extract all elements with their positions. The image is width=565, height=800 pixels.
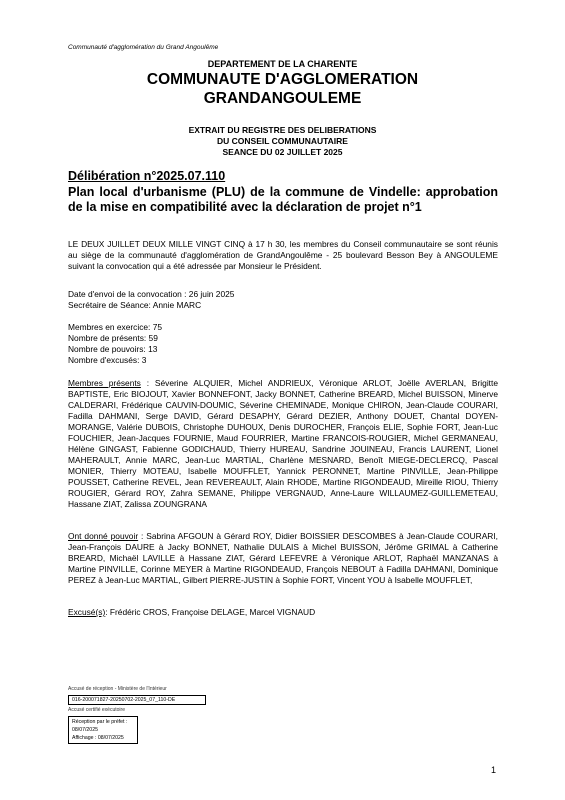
- excused-count: Nombre d'excusés: 3: [68, 355, 147, 365]
- session-secretary: Secrétaire de Séance: Annie MARC: [68, 300, 202, 310]
- document-header-org: Communauté d'agglomération du Grand Angoulême: [68, 44, 219, 51]
- prefecture-receipt-date: Réception par le préfet : 08/07/2025: [72, 719, 128, 733]
- certified-caption: Accusé certifié exécutoire: [68, 707, 125, 713]
- receipt-caption: Accusé de réception - Ministère de l'Intérieur: [68, 686, 167, 692]
- members-present-list: : Séverine ALQUIER, Michel ANDRIEUX, Véronique ARLOT, Joëlle AVERLAN, Brigitte BAPTISTE, Eric BIOJOUT, Xavier BONNEFONT, Jacky BONNET, Catherine BREARD, Michel BUISSON, Minerve CALDERARI, Frédérique CAUVIN-DOUMIC, Séverine CHEMINADE, Monique CHIRON, Jean-Claude COURARI, Fadilla DAHMANI, Serge DAVID, Gérard DESAPHY, Gérard DEZIER, Anthony DOUET, Chantal DOYEN-MORANGE, Valérie DUBOIS, Christophe DUHOUX, Denis DUROCHER, François ELIE, Sophie FORT, Jean-Luc FOUCHIER, Jean-Jacques FOURNIE, Maud FOURRIER, Martine FRANCOIS-ROUGIER, Michel GERMANEAU, Hélène GINGAST, Fabienne GODICHAUD, Thierry HUREAU, Sandrine JOUINEAU, Francis LAURENT, Lionel MAHERAULT, Annie MARC, Jean-Luc MARTIAL, Charlène MESNARD, Benoît MIEGE-DECLERCQ, Pascal MONIER, Thierry MOTEAU, Isabelle MOUFFLET, Yannick PERONNET, Martine PINVILLE, Jean-Philippe POUSSET, Catherine REVEL, Jean REVEREAULT, Alain RHODE, Martine RIGONDEAUD, Mireille RIOU, Thierry ROUGIER, Gérard ROY, Zahra SEMANE, Philippe VERGNAUD, Anne-Laure WILLAUMEZ-GUILLEMETEAU, Hassane ZIAT, Zalissa ZOUNGRANA: [68, 378, 498, 509]
- members-present-paragraph: [68, 378, 498, 510]
- organization-name-line1: COMMUNAUTE D'AGGLOMERATION: [146, 71, 419, 88]
- meeting-intro-paragraph: LE DEUX JUILLET DEUX MILLE VINGT CINQ à 17 h 30, les membres du Conseil communautaire se sont réunis au siège de la communauté d'agglomération de GrandAngoulême - 25 boulevard Besson Bey à ANGOULEME suivant la convocation qui a été adressée par Monsieur le Président.: [68, 239, 498, 271]
- powers-given-list: : Sabrina AFGOUN à Gérard ROY, Didier BOISSIER DESCOMBES à Jean-Claude COURARI, Jean-François DAURE à Jacky BONNET, Nathalie DULAIS à Michel BUISSON, Jérôme GRIMAL à Catherine BREARD, Michaël LAVILLE à Hassane ZIAT, Gérard LEFEVRE à Véronique ARLOT, Raphaël MANZANAS à Martine PINVILLE, Corinne MEYER à Martine RIGONDEAUD, François NEBOUT à Fadilla DAHMANI, Dominique PEREZ à Jean-Luc MARTIAL, Gilbert PIERRE-JUSTIN à Sophie FORT, Vincent YOU à Isabelle MOUFFLET,: [68, 531, 498, 585]
- page-number: 1: [491, 765, 497, 775]
- present-count: Nombre de présents: 59: [68, 333, 158, 343]
- extract-line-1: EXTRAIT DU REGISTRE DES DELIBERATIONS: [188, 125, 377, 135]
- convocation-date: Date d'envoi de la convocation : 26 juin 2025: [68, 289, 235, 299]
- powers-given-label: Ont donné pouvoir: [68, 531, 139, 541]
- deliberation-title: Plan local d'urbanisme (PLU) de la commune de Vindelle: approbation de la mise en compatibilité avec la déclaration de projet n°1: [68, 185, 498, 214]
- act-identifier-box: 016-200071827-20250702-2025_07_110-DE: [68, 695, 206, 705]
- register-extract-heading: [0, 125, 565, 158]
- excused-paragraph: [68, 607, 498, 618]
- members-present-label: Membres présents: [68, 378, 141, 388]
- attendance-counts: [68, 322, 162, 366]
- dates-stamp-box: [68, 716, 138, 744]
- powers-given-paragraph: [68, 531, 498, 586]
- powers-count: Nombre de pouvoirs: 13: [68, 344, 158, 354]
- members-in-office: Membres en exercice: 75: [68, 322, 163, 332]
- excused-label: Excusé(s): [68, 607, 106, 617]
- extract-line-3: SEANCE DU 02 JUILLET 2025: [222, 147, 343, 157]
- extract-line-2: DU CONSEIL COMMUNAUTAIRE: [217, 136, 348, 146]
- excused-list: : Frédéric CROS, Françoise DELAGE, Marcel VIGNAUD: [105, 607, 316, 617]
- posting-date: Affichage : 08/07/2025: [72, 735, 124, 741]
- convocation-block: [68, 289, 234, 311]
- organization-name-line2: GRANDANGOULEME: [203, 90, 362, 107]
- department-heading: DEPARTEMENT DE LA CHARENTE: [207, 59, 358, 69]
- deliberation-number: Délibération n°2025.07.110: [68, 169, 226, 183]
